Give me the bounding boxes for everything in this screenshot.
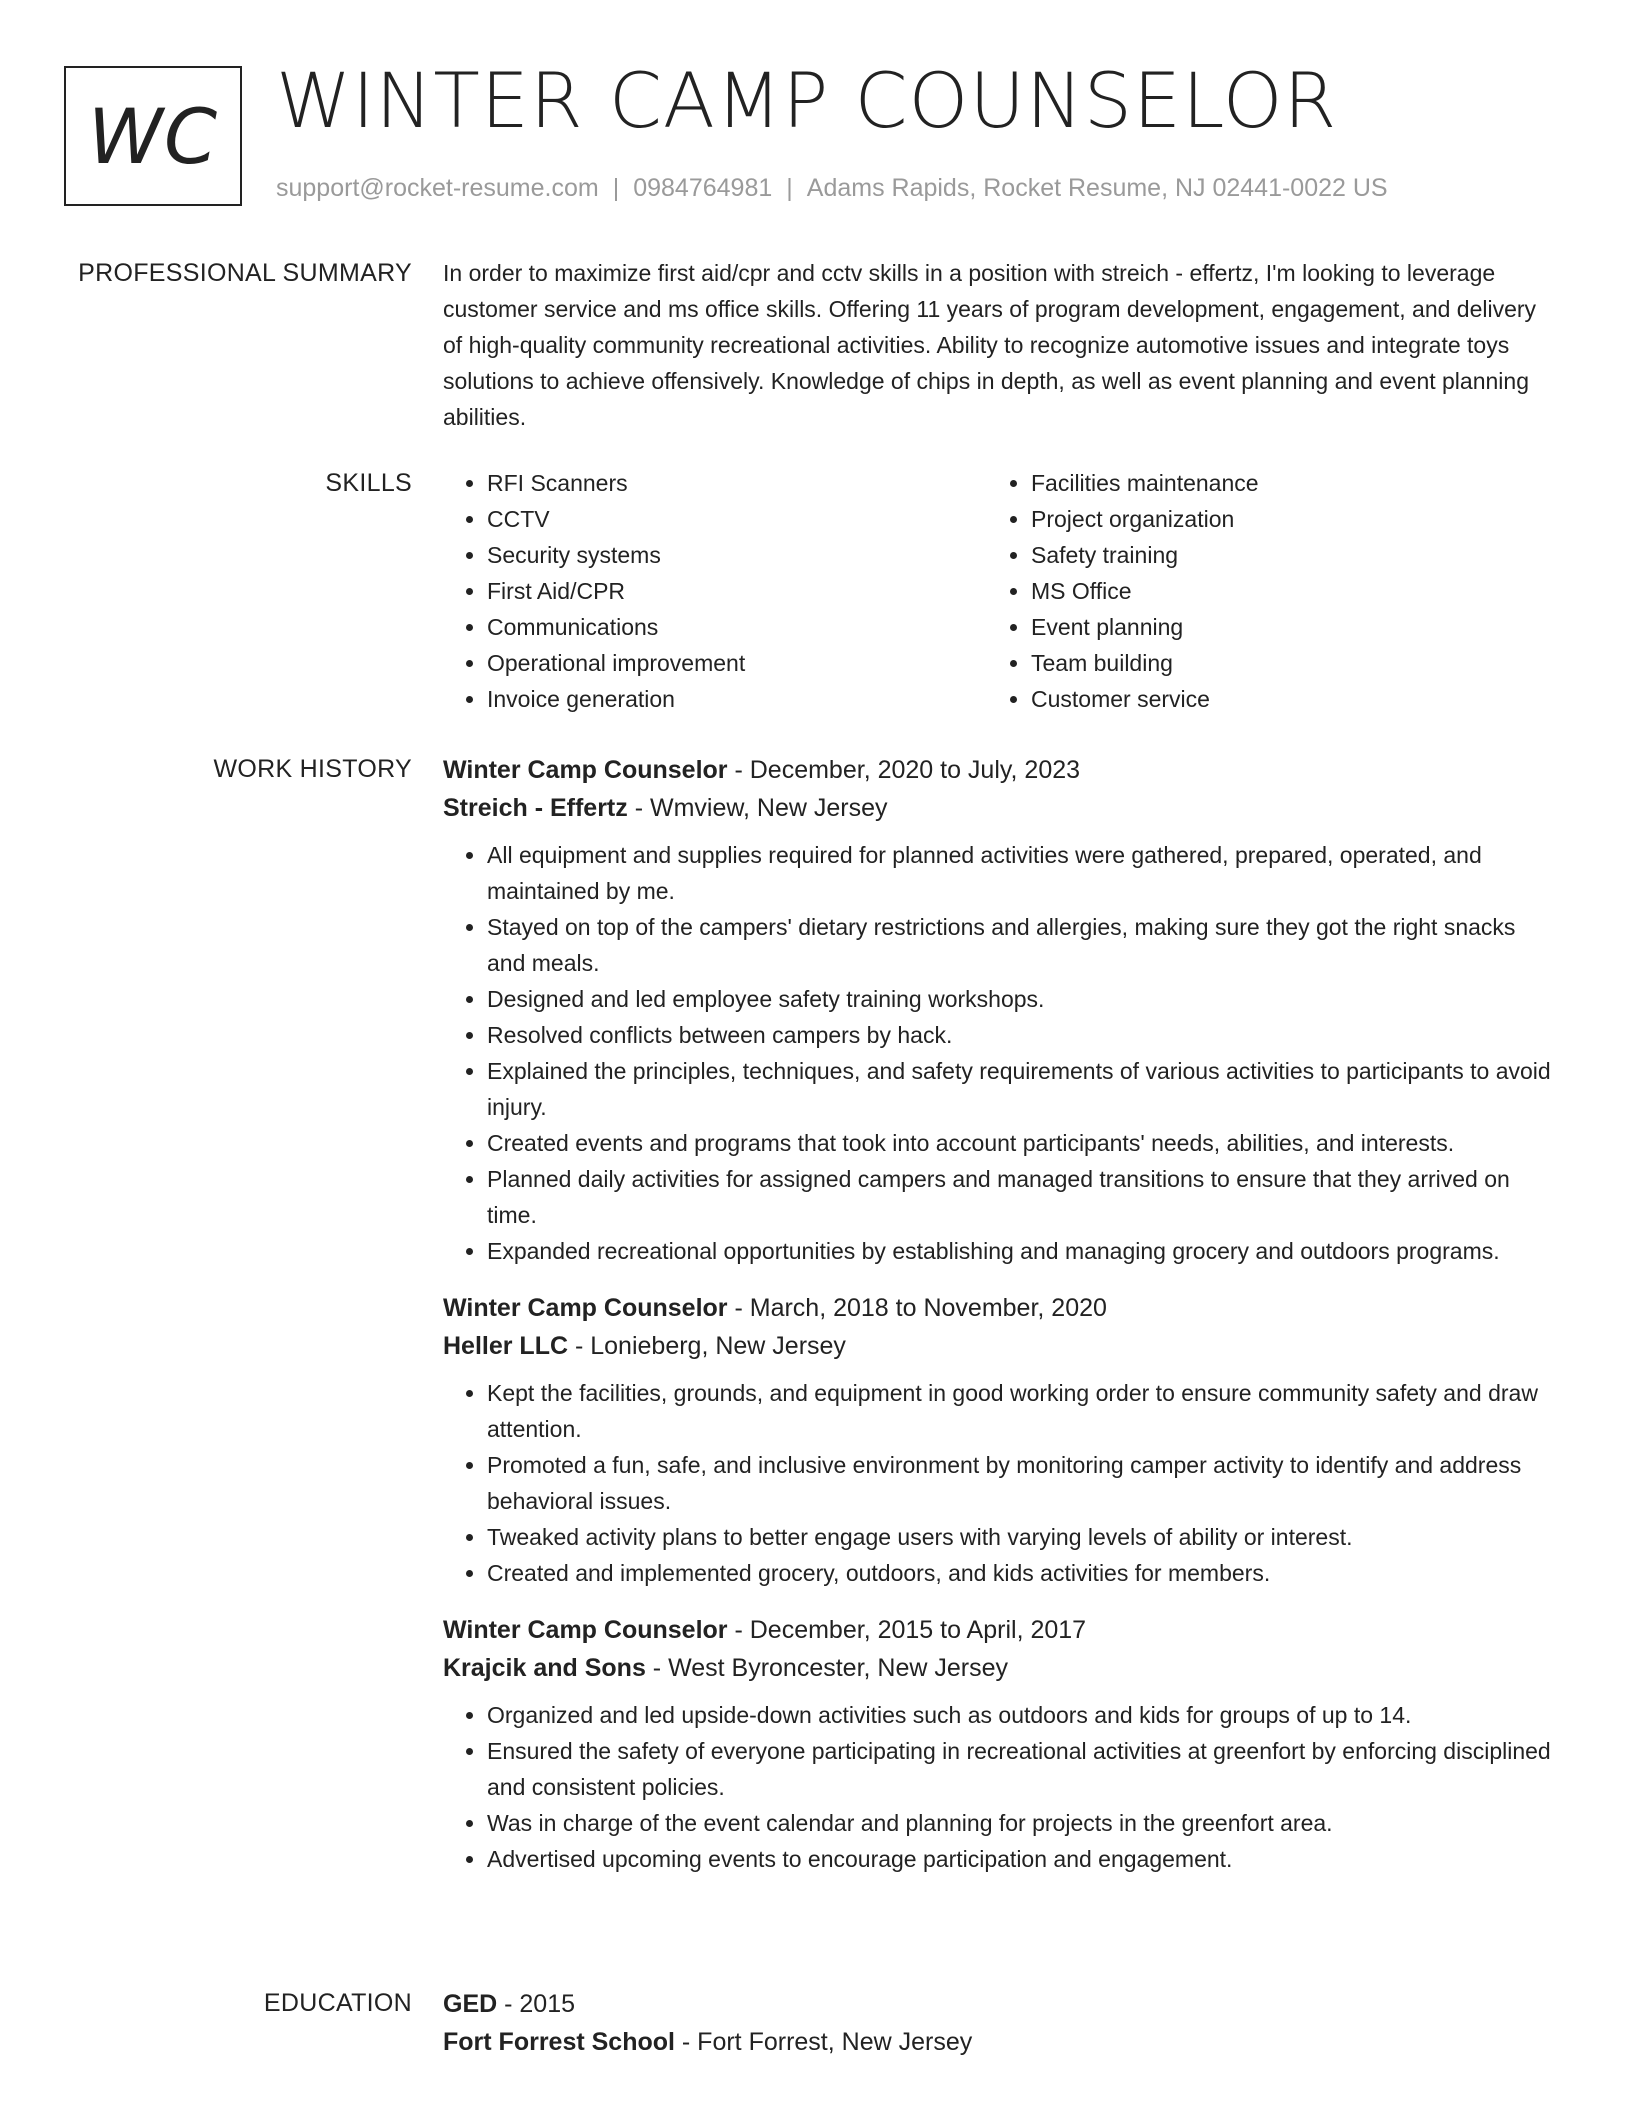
summary-text: In order to maximize first aid/cpr and cctv skills in a position with streich - effertz, I'm looking to leverage customer service and ms office skills. Offering 11 years of program development, engagement, and delivery of high-quality community recreational activities. Ability to recognize automotive issues and integrate toys solutions to achieve offensively. Knowledge of chips in depth, as well as event planning and event planning abilities. (443, 260, 1537, 430)
skill-item: • Communications (487, 609, 745, 645)
contact-address: Adams Rapids, Rocket Resume, NJ 02441-0022 US (806, 174, 1388, 202)
job-company-line (443, 1649, 1553, 1687)
job-title: Winter Camp Counselor (443, 756, 728, 784)
job-bullet: • Was in charge of the event calendar and planning for projects in the greenfort area. (487, 1805, 1553, 1841)
job-location: - Wmview, New Jersey (627, 794, 888, 822)
summary-content (443, 255, 1553, 435)
skill-item: • Safety training (1031, 537, 1259, 573)
skills-list-left (443, 465, 745, 717)
job-bullet: • Designed and led employee safety training workshops. (487, 981, 1553, 1017)
job-entry (443, 1289, 1553, 1591)
skill-item: • Project organization (1031, 501, 1259, 537)
job-bullet: • Created and implemented grocery, outdoors, and kids activities for members. (487, 1555, 1553, 1591)
job-title: Winter Camp Counselor (443, 1616, 728, 1644)
job-bullet: • Planned daily activities for assigned campers and managed transitions to ensure that they arrived on time. (487, 1161, 1553, 1233)
job-company: Krajcik and Sons (443, 1654, 646, 1682)
education-year: - 2015 (497, 1990, 576, 2018)
monogram-box (64, 66, 242, 206)
contact-line (276, 174, 1388, 203)
job-bullets (443, 837, 1553, 1269)
job-location: - West Byroncester, New Jersey (645, 1654, 1009, 1682)
job-bullet: • Resolved conflicts between campers by hack. (487, 1017, 1553, 1053)
job-location: - Lonieberg, New Jersey (568, 1332, 846, 1360)
job-title-line (443, 751, 1553, 789)
job-company: Heller LLC (443, 1332, 569, 1360)
skill-item: • Invoice generation (487, 681, 745, 717)
resume-title: WINTER CAMP COUNSELOR (276, 56, 1338, 145)
skill-item: • CCTV (487, 501, 745, 537)
job-company-line (443, 1327, 1553, 1365)
job-bullet: • Promoted a fun, safe, and inclusive environment by monitoring camper activity to identify and address behavioral issues. (487, 1447, 1553, 1519)
contact-separator: | (612, 174, 620, 202)
work-history-content (443, 751, 1553, 1897)
skills-label: SKILLS (325, 469, 412, 497)
skill-item: • Operational improvement (487, 645, 745, 681)
job-bullet: • Explained the principles, techniques, and safety requirements of various activities to participants to avoid injury. (487, 1053, 1553, 1125)
education-label: EDUCATION (263, 1989, 412, 2017)
job-title: Winter Camp Counselor (443, 1294, 728, 1322)
job-bullets (443, 1375, 1553, 1591)
education-degree-line (443, 1985, 1553, 2023)
skill-item: • First Aid/CPR (487, 573, 745, 609)
contact-separator: | (786, 174, 793, 202)
summary-label: PROFESSIONAL SUMMARY (78, 259, 412, 287)
job-title-line (443, 1289, 1553, 1327)
job-entry (443, 751, 1553, 1269)
skills-content (443, 465, 1553, 725)
education-degree: GED (443, 1990, 498, 2018)
education-location: - Fort Forrest, New Jersey (674, 2028, 973, 2056)
monogram-text: WC (87, 91, 219, 181)
job-bullet: • Tweaked activity plans to better engage users with varying levels of ability or interest. (487, 1519, 1553, 1555)
job-bullet: • Kept the facilities, grounds, and equipment in good working order to ensure community safety and draw attention. (487, 1375, 1553, 1447)
job-title-line (443, 1611, 1553, 1649)
education-content (443, 1985, 1553, 2061)
skill-item: • Facilities maintenance (1031, 465, 1259, 501)
skill-item: • Event planning (1031, 609, 1259, 645)
job-bullet: • Organized and led upside-down activities such as outdoors and kids for groups of up to 14. (487, 1697, 1553, 1733)
job-company: Streich - Effertz (443, 794, 628, 822)
job-bullet: • Advertised upcoming events to encourage participation and engagement. (487, 1841, 1553, 1877)
job-bullet: • Created events and programs that took into account participants' needs, abilities, and interests. (487, 1125, 1553, 1161)
work-history-label: WORK HISTORY (213, 755, 412, 783)
job-bullet: • All equipment and supplies required for planned activities were gathered, prepared, operated, and maintained by me. (487, 837, 1553, 909)
skill-item: • MS Office (1031, 573, 1259, 609)
job-dates: - December, 2020 to July, 2023 (727, 756, 1081, 784)
contact-phone: 0984764981 (633, 174, 773, 202)
job-bullet: • Expanded recreational opportunities by establishing and managing grocery and outdoors programs. (487, 1233, 1553, 1269)
skill-item: • Customer service (1031, 681, 1259, 717)
education-school-line (443, 2023, 1553, 2061)
job-company-line (443, 789, 1553, 827)
job-dates: - March, 2018 to November, 2020 (727, 1294, 1107, 1322)
job-bullet: • Ensured the safety of everyone participating in recreational activities at greenfort by enforcing disciplined and consistent policies. (487, 1733, 1553, 1805)
contact-email: support@rocket-resume.com (276, 174, 599, 202)
skill-item: • Team building (1031, 645, 1259, 681)
job-dates: - December, 2015 to April, 2017 (727, 1616, 1087, 1644)
skill-item: • RFI Scanners (487, 465, 745, 501)
skills-list-right (987, 465, 1259, 717)
education-school: Fort Forrest School (443, 2028, 675, 2056)
skill-item: • Security systems (487, 537, 745, 573)
job-bullet: • Stayed on top of the campers' dietary restrictions and allergies, making sure they got the right snacks and meals. (487, 909, 1553, 981)
job-bullets (443, 1697, 1553, 1877)
job-entry (443, 1611, 1553, 1877)
